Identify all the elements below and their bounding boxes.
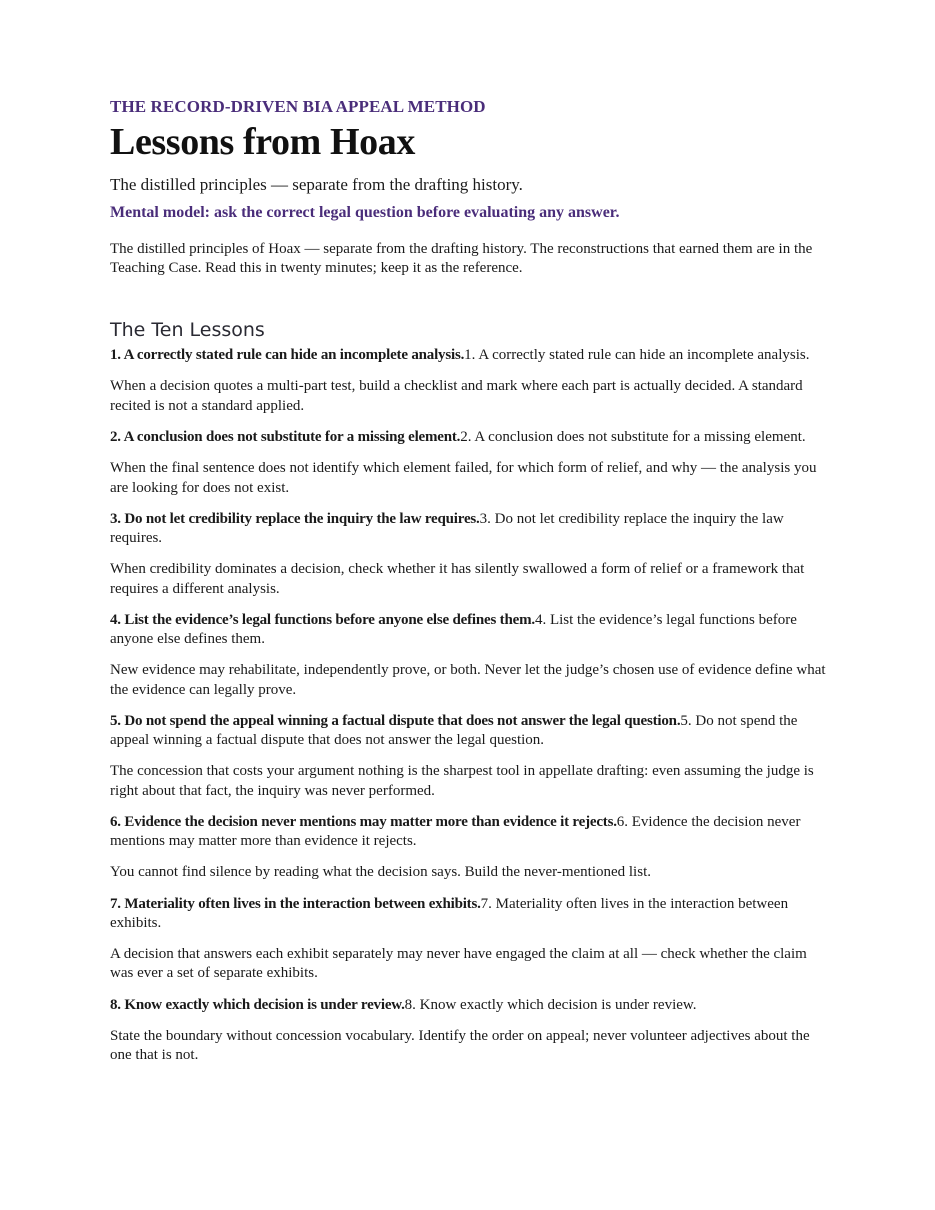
mental-model-line: Mental model: ask the correct legal question before evaluating any answer. [110, 204, 620, 221]
lesson-4 [110, 611, 826, 700]
lesson-1 [110, 346, 826, 416]
lesson-body: When credibility dominates a decision, check whether it has silently swallowed a form of relief or a framework that requires a different analysis. [110, 561, 805, 597]
lesson-title-bold: 6. Evidence the decision never mentions may matter more than evidence it rejects. [110, 814, 617, 830]
section-heading: The Ten Lessons [110, 319, 265, 341]
intro-paragraph: The distilled principles of Hoax — separate from the drafting history. The reconstructions that earned them are in the Teaching Case. Read this in twenty minutes; keep it as the reference. [110, 241, 813, 276]
page-title: Lessons from Hoax [110, 121, 415, 163]
lesson-6 [110, 813, 826, 883]
lesson-title-bold: 5. Do not spend the appeal winning a factual dispute that does not answer the legal question. [110, 713, 681, 729]
lesson-heading [110, 510, 826, 548]
lesson-heading [110, 712, 826, 750]
lesson-title-plain: 1. A correctly stated rule can hide an incomplete analysis. [464, 347, 810, 363]
lesson-title-plain: 7. Materiality often lives in the interaction between exhibits. [110, 895, 789, 931]
lesson-title-plain: 2. A conclusion does not substitute for a missing element. [460, 429, 806, 445]
lesson-body: State the boundary without concession vocabulary. Identify the order on appeal; never volunteer adjectives about the one that is not. [110, 1027, 810, 1063]
lesson-heading [110, 346, 826, 365]
lesson-body: When a decision quotes a multi-part test, build a checklist and mark where each part is actually decided. A standard recited is not a standard applied. [110, 378, 803, 414]
lesson-body: The concession that costs your argument nothing is the sharpest tool in appellate drafting: even assuming the judge is right about that fact, the inquiry was never performed. [110, 763, 814, 799]
lesson-title-plain: 6. Evidence the decision never mentions may matter more than evidence it rejects. [110, 814, 801, 849]
lesson-heading [110, 611, 826, 649]
lesson-title-plain: 8. Know exactly which decision is under review. [404, 996, 697, 1013]
lesson-3 [110, 510, 826, 599]
lesson-heading [110, 428, 826, 447]
lesson-title-bold: 8. Know exactly which decision is under review. [110, 996, 405, 1013]
document-page [110, 96, 826, 1078]
lesson-body: You cannot find silence by reading what the decision says. Build the never-mentioned list. [110, 864, 651, 880]
lesson-heading [110, 996, 826, 1015]
lesson-title-bold: 4. List the evidence’s legal functions before anyone else defines them. [110, 612, 535, 628]
document-kicker: THE RECORD-DRIVEN BIA APPEAL METHOD [110, 97, 486, 116]
lesson-title-plain: 3. Do not let credibility replace the inquiry the law requires. [110, 511, 784, 546]
lesson-body: New evidence may rehabilitate, independently prove, or both. Never let the judge’s chosen use of evidence define what the evidence can legally prove. [110, 662, 826, 698]
lesson-7 [110, 895, 826, 984]
lesson-2 [110, 428, 826, 498]
lesson-body: A decision that answers each exhibit separately may never have engaged the claim at all — check whether the claim was ever a set of separate exhibits. [110, 945, 807, 981]
lesson-title-plain: 5. Do not spend the appeal winning a factual dispute that does not answer the legal question. [110, 713, 798, 748]
lesson-heading [110, 813, 826, 851]
lesson-5 [110, 712, 826, 801]
lesson-title-bold: 1. A correctly stated rule can hide an incomplete analysis. [110, 347, 465, 363]
lesson-title-bold: 3. Do not let credibility replace the inquiry the law requires. [110, 511, 480, 527]
lesson-title-plain: 4. List the evidence’s legal functions before anyone else defines them. [110, 612, 797, 647]
lesson-title-bold: 7. Materiality often lives in the interaction between exhibits. [110, 895, 481, 912]
lesson-8 [110, 996, 826, 1066]
page-subtitle: The distilled principles — separate from the drafting history. [110, 175, 523, 194]
lesson-body: When the final sentence does not identify which element failed, for which form of relief, and why — the analysis you are looking for does not exist. [110, 460, 817, 496]
lesson-title-bold: 2. A conclusion does not substitute for a missing element. [110, 429, 461, 445]
lesson-heading [110, 895, 826, 933]
